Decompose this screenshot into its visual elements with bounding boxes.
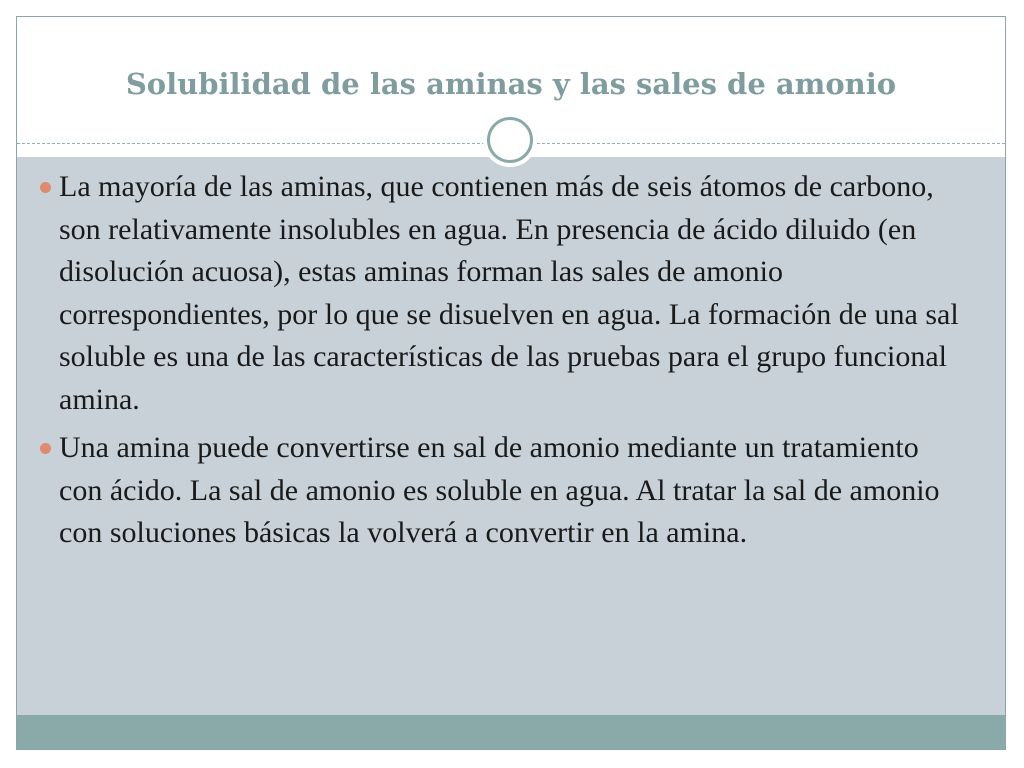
circle-ornament-icon bbox=[483, 113, 537, 167]
bullet-dot-icon bbox=[40, 182, 51, 193]
bullet-list bbox=[40, 166, 960, 561]
ornament-ring bbox=[487, 117, 533, 163]
slide-title: Solubilidad de las aminas y las sales de amonio bbox=[125, 67, 897, 101]
bullet-dot-icon bbox=[40, 443, 51, 454]
bullet-text: La mayoría de las aminas, que contienen más de seis átomos de carbono, son relativamente insolubles en agua. En presencia de ácido diluido (en disolución acuosa), estas aminas forman las sales de amonio correspondientes, por lo que se disuelven en agua. La formación de una sal soluble es una de las características de las pruebas para el grupo funcional amina. bbox=[59, 170, 959, 416]
bullet-text: Una amina puede convertirse en sal de amonio mediante un tratamiento con ácido. La sal de amonio es soluble en agua. Al tratar la sal de amonio con soluciones básicas la volverá a convertir en la amina. bbox=[59, 431, 940, 549]
bullet-item bbox=[40, 427, 960, 555]
footer-band bbox=[17, 715, 1005, 750]
bullet-item bbox=[40, 166, 960, 421]
